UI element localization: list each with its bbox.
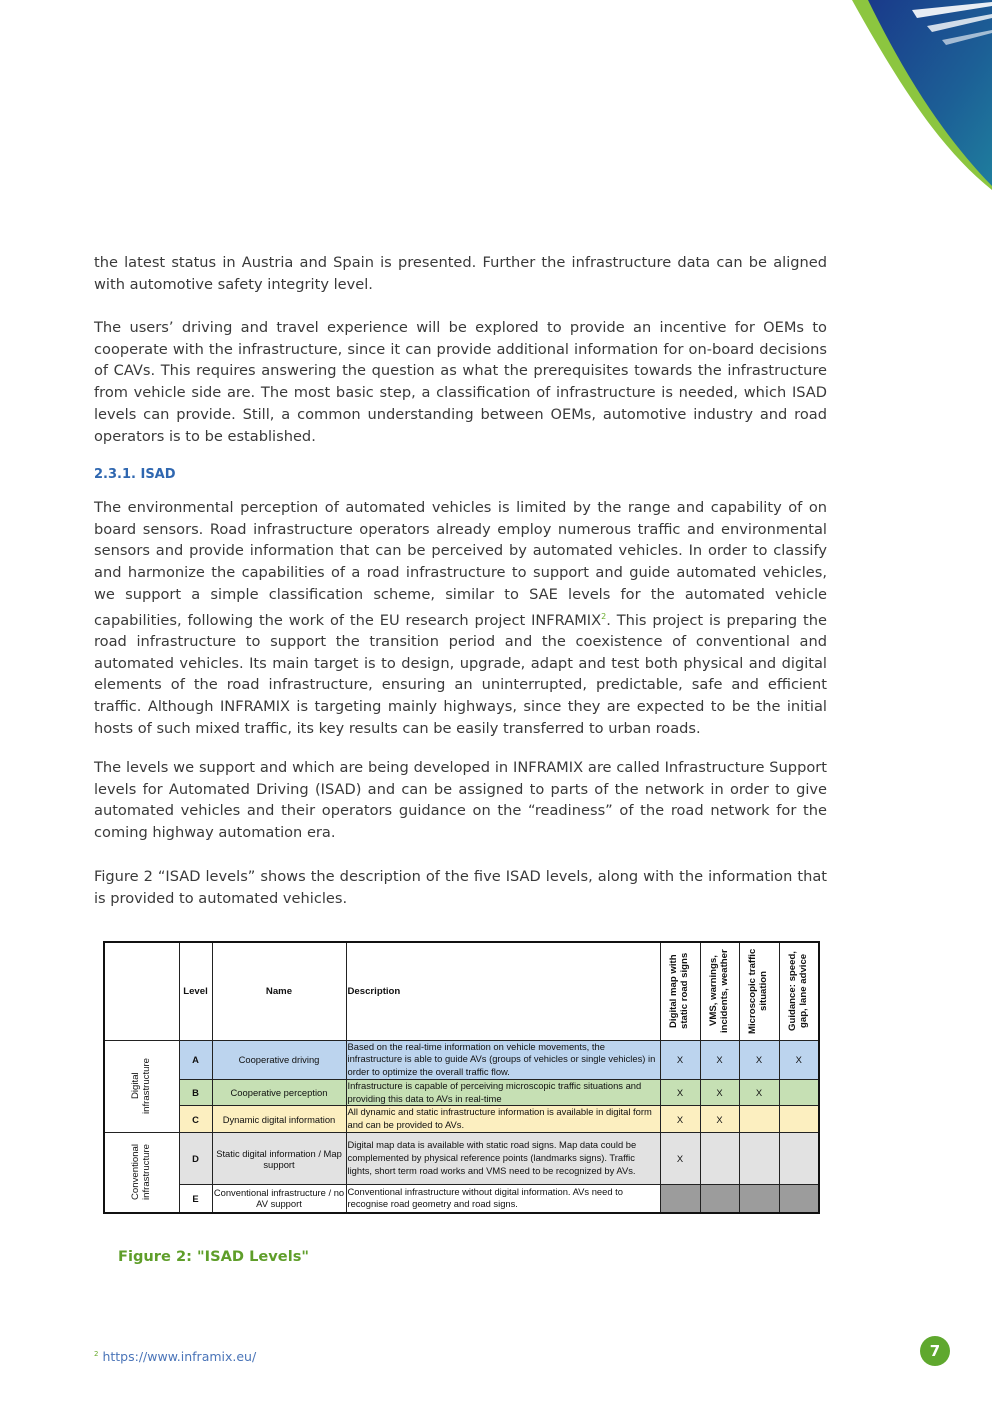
description-header: Description — [346, 942, 660, 1040]
level-cell: A — [179, 1040, 212, 1079]
name-cell: Cooperative perception — [212, 1079, 346, 1106]
paragraph-text — [94, 497, 827, 740]
table-row — [104, 1133, 819, 1185]
mark-cell: X — [700, 1079, 739, 1106]
name-cell: Dynamic digital information — [212, 1106, 346, 1133]
paragraph-levels — [94, 757, 827, 844]
mark-cell: X — [660, 1040, 700, 1079]
paragraph-isad — [94, 497, 827, 740]
mark-cell — [660, 1185, 700, 1213]
mark-cell: X — [660, 1133, 700, 1185]
level-cell: D — [179, 1133, 212, 1185]
mark-cell — [739, 1106, 779, 1133]
col-guidance-header: Guidance: speed, gap, lane advice — [779, 942, 819, 1040]
figure-caption: Figure 2: "ISAD Levels" — [118, 1248, 309, 1265]
page-number: 7 — [929, 1342, 941, 1360]
paragraph-text-part: The environmental perception of automated vehicles is limited by the range and capability of on board sensors. Road infrastructure operators already employ numerous traffic and environmental sensors and provide information that can be perceived by automated vehicles. In order to classify and harmonize the capabilities of a road infrastructure to support and guide automated vehicles, we support a simple classification scheme, similar to SAE levels for the automated vehicle capabilities, following the work of the EU research project INFRAMIX — [94, 499, 827, 629]
mark-cell — [700, 1185, 739, 1213]
mark-cell — [779, 1133, 819, 1185]
mark-cell — [739, 1133, 779, 1185]
col-digital-map-header: Digital map with static road signs — [660, 942, 700, 1040]
isad-levels-table — [103, 941, 820, 1214]
mark-cell: X — [700, 1040, 739, 1079]
table-header-row — [104, 942, 819, 1040]
section-heading: 2.3.1. ISAD — [94, 467, 176, 482]
mark-cell: X — [660, 1106, 700, 1133]
mark-cell: X — [779, 1040, 819, 1079]
name-cell: Static digital information / Map support — [212, 1133, 346, 1185]
paragraph-text: The levels we support and which are being developed in INFRAMIX are called Infrastructure Support levels for Automated Driving (ISAD) and can be assigned to parts of the network in order to give automated vehicles and their operators guidance on the “readiness” of the road network for the coming highway automation era. — [94, 759, 827, 842]
level-cell: B — [179, 1079, 212, 1106]
group-conventional-infrastructure: Conventional infrastructure — [104, 1133, 179, 1213]
level-cell: E — [179, 1185, 212, 1213]
table-row — [104, 1185, 819, 1213]
col-vms-header: VMS, warnings, incidents, weather — [700, 942, 739, 1040]
paragraph-oems — [94, 317, 827, 447]
paragraph-text-part: . This project is preparing the road infrastructure to support the transition period and the coexistence of conventional and automated vehicles. Its main target is to design, upgrade, adapt and test both physical and digital elements of the road infrastructure, ensuring an uninterrupted, predictable, safe and efficient traffic. Although INFRAMIX is targeting mainly highways, since they are expected to be the initial hosts of such mixed traffic, its key results can be easily transferred to urban roads. — [94, 611, 828, 737]
description-cell: Based on the real-time information on vehicle movements, the infrastructure is able to guide AVs (groups of vehicles or single vehicles) in order to optimize the overall traffic flow. — [346, 1040, 660, 1079]
footnote-marker[interactable]: 2 — [601, 611, 607, 621]
mark-cell: X — [739, 1040, 779, 1079]
isad-levels-figure — [103, 941, 818, 1213]
paragraph-intro — [94, 252, 827, 295]
paragraph-figure-ref — [94, 866, 827, 909]
name-header: Name — [212, 942, 346, 1040]
mark-cell — [779, 1185, 819, 1213]
table-row — [104, 1040, 819, 1079]
table-row — [104, 1079, 819, 1106]
name-cell: Cooperative driving — [212, 1040, 346, 1079]
footnote-number: 2 — [94, 1349, 99, 1358]
group-digital-infrastructure: Digital infrastructure — [104, 1040, 179, 1133]
corner-decoration — [612, 0, 992, 240]
description-cell: Infrastructure is capable of perceiving microscopic traffic situations and providing this data to AVs in real-time — [346, 1079, 660, 1106]
footnote-link[interactable]: https://www.inframix.eu/ — [102, 1349, 257, 1364]
mark-cell: X — [739, 1079, 779, 1106]
level-cell: C — [179, 1106, 212, 1133]
description-cell: All dynamic and static infrastructure information is available in digital form and can be provided to AVs. — [346, 1106, 660, 1133]
page-number-badge — [920, 1336, 950, 1366]
group-header-empty — [104, 942, 179, 1040]
footnote — [94, 1349, 256, 1364]
mark-cell — [700, 1133, 739, 1185]
table-row — [104, 1106, 819, 1133]
mark-cell: X — [660, 1079, 700, 1106]
mark-cell — [739, 1185, 779, 1213]
description-cell: Conventional infrastructure without digital information. AVs need to recognise road geometry and road signs. — [346, 1185, 660, 1213]
mark-cell — [779, 1079, 819, 1106]
mark-cell — [779, 1106, 819, 1133]
level-header: Level — [179, 942, 212, 1040]
paragraph-text: the latest status in Austria and Spain is presented. Further the infrastructure data can be aligned with automotive safety integrity level. — [94, 254, 827, 293]
mark-cell: X — [700, 1106, 739, 1133]
paragraph-text: The users’ driving and travel experience will be explored to provide an incentive for OEMs to cooperate with the infrastructure, since it can provide additional information for on-board decisions of CAVs. This requires answering the question as what the prerequisites towards the infrastructure from vehicle side are. The most basic step, a classification of infrastructure is needed, which ISAD levels can provide. Still, a common understanding between OEMs, automotive industry and road operators is to be established. — [94, 319, 827, 445]
description-cell: Digital map data is available with static road signs. Map data could be complemented by physical reference points (landmarks signs). Traffic lights, short term road works and VMS need to be recognized by AVs. — [346, 1133, 660, 1185]
paragraph-text: Figure 2 “ISAD levels” shows the description of the five ISAD levels, along with the information that is provided to automated vehicles. — [94, 868, 827, 907]
col-microscopic-header: Microscopic traffic situation — [739, 942, 779, 1040]
name-cell: Conventional infrastructure / no AV support — [212, 1185, 346, 1213]
